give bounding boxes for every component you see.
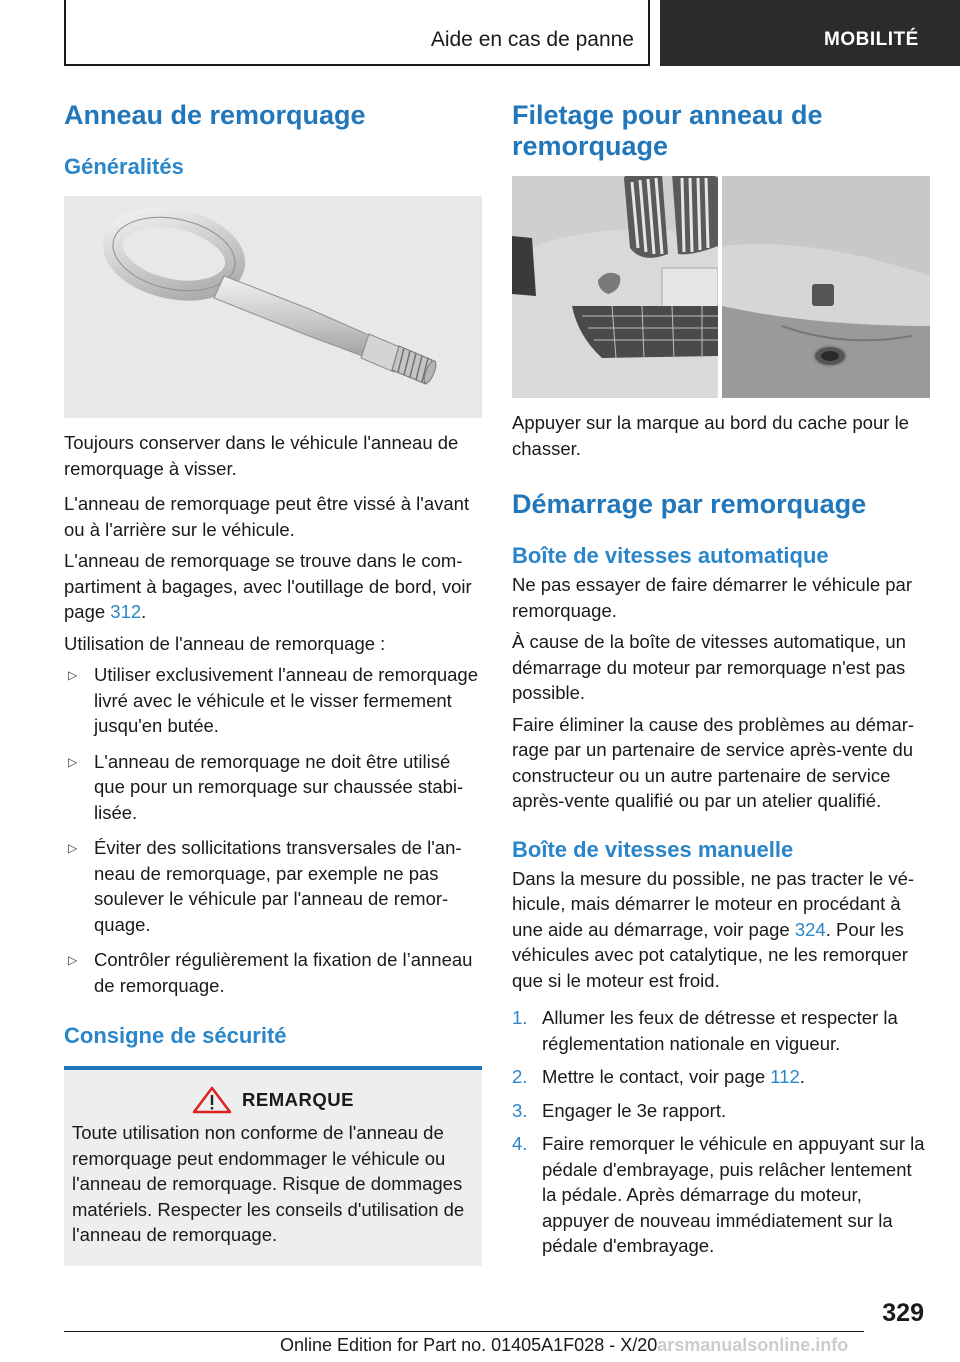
paragraph-keep-in-vehicle: Toujours conserver dans le véhicule l'anneau de remorquage à visser. [64, 432, 459, 479]
subsection-title-manual: Boîte de vitesses manuelle [512, 836, 794, 862]
list-item-text: Utiliser exclusivement l'anneau de remorquage livré avec le véhicule et le visser fermement jusqu'en butée. [94, 664, 479, 736]
footer-watermark: arsmanualsonline.info [657, 1335, 849, 1355]
notice-header [72, 1086, 474, 1114]
footer-rule [64, 1331, 864, 1332]
section-title-tow-start: Démarrage par remorquage [512, 489, 867, 519]
notice-box [64, 1066, 482, 1266]
paragraph-manual-text: Dans la mesure du possible, ne pas tracter le véhicule, mais démarrer le moteur en procédant à une aide au démarrage, voir page [512, 867, 915, 940]
list-item [64, 662, 482, 739]
towing-eye-illustration [64, 196, 482, 418]
header-section-title: Aide en cas de panne [430, 28, 634, 51]
paragraph-auto-1: Ne pas essayer de faire démarrer le véhicule par remorquage. [512, 574, 912, 621]
list-item [512, 1098, 930, 1124]
section-title-towing-eye: Anneau de remorquage [64, 100, 366, 130]
header-rule-left [64, 0, 66, 66]
bullet-triangle-icon: ▷ [68, 953, 78, 967]
paragraph-press-mark: Appuyer sur la marque au bord du cache pour le chasser. [512, 412, 909, 459]
header-rule-divider [648, 0, 650, 66]
step-number: 1. [512, 1007, 528, 1028]
step-number: 4. [512, 1133, 528, 1154]
paragraph-auto-2: À cause de la boîte de vitesses automatique, un démarrage du moteur par remorquage n'est pas possible. [512, 631, 906, 703]
bumper-icon [512, 176, 930, 398]
notice-title: REMARQUE [242, 1089, 354, 1110]
towing-eye-icon [64, 196, 482, 418]
step-text: Mettre le contact, voir page [542, 1066, 771, 1087]
subsection-title-safety: Consigne de sécurité [64, 1023, 287, 1048]
step-text-end: . [799, 1066, 805, 1087]
paragraph-location [64, 548, 482, 625]
right-column [512, 100, 930, 1259]
list-item [512, 1005, 930, 1056]
paragraph-manual [512, 866, 930, 994]
bullet-triangle-icon: ▷ [68, 668, 78, 682]
list-item [512, 1064, 930, 1090]
tow-start-steps [512, 1005, 930, 1259]
bullet-triangle-icon: ▷ [68, 841, 78, 855]
footer-edition [280, 1335, 848, 1356]
section-title-thread: Filetage pour anneau de remorquage [512, 100, 823, 161]
notice-text: Toute utilisation non conforme de l'anneau de remorquage peut endommager le véhicule ou l'anneau de remorquage. Risque de dommages matériels. Respecter les conseils d'utilisation de l'anneau de remorquage. [72, 1122, 465, 1245]
paragraph-usage-intro: Utilisation de l'anneau de remorquage : [64, 632, 386, 654]
paragraph-auto-3: Faire éliminer la cause des problèmes au démarrage par un partenaire de service après-vente du constructeur ou un autre partenaire de service après-vente qualifié ou par un atelier qualifié. [512, 713, 915, 811]
subsection-title-general: Généralités [64, 154, 184, 179]
paragraph-front-rear: L'anneau de remorquage peut être vissé à l'avant ou à l'arrière sur le véhicule. [64, 493, 470, 540]
list-item-text: Contrôler régulièrement la fixation de l’anneau de remorquage. [94, 949, 473, 996]
step-text: Engager le 3e rapport. [542, 1099, 727, 1121]
paragraph-location-end: . [141, 601, 147, 622]
page-link-312[interactable]: 312 [110, 601, 142, 622]
bumper-cover-illustration [512, 176, 930, 398]
step-number: 3. [512, 1099, 528, 1121]
list-item-text: Éviter des sollicitations transversales de l'anneau de remorquage, par exemple ne pas soulever le véhicule par l'anneau de remorquage. [94, 837, 462, 935]
page-link-112[interactable]: 112 [770, 1066, 800, 1087]
paragraph-location-text: L'anneau de remorquage se trouve dans le compartiment à bagages, avec l'outillage de bord, voir page [64, 550, 472, 622]
left-column [64, 100, 482, 1266]
step-text: Faire remorquer le véhicule en appuyant sur la pédale d'embrayage, puis relâcher lentement la pédale. Après démarrage du moteur, appuyer de nouveau immédiatement sur la pédale d'embrayage. [542, 1133, 925, 1256]
page-link-324[interactable]: 324 [794, 918, 826, 940]
subsection-title-automatic: Boîte de vitesses automatique [512, 543, 829, 568]
header-chapter-tab: MOBILITÉ [660, 0, 960, 66]
list-item [64, 947, 482, 998]
header-rule-bottom [64, 64, 650, 66]
paragraph-manual-end: . Pour les véhicules avec pot catalytique, ne les remorquer que si le moteur est froid. [512, 918, 908, 991]
list-item [64, 749, 482, 826]
step-number: 2. [512, 1066, 528, 1087]
footer-edition-text: Online Edition for Part no. 01405A1F028 - X/20 [280, 1335, 658, 1355]
list-item [512, 1131, 930, 1259]
list-item [64, 835, 482, 937]
step-text: Allumer les feux de détresse et respecter la réglementation nationale en vigueur. [542, 1007, 898, 1054]
bullet-triangle-icon: ▷ [68, 754, 78, 769]
usage-bullet-list [64, 662, 482, 998]
warning-triangle-icon [192, 1086, 232, 1114]
page-number: 329 [882, 1299, 924, 1327]
list-item-text: L'anneau de remorquage ne doit être utilisé que pour un remorquage sur chaussée stabilisée. [94, 750, 464, 823]
